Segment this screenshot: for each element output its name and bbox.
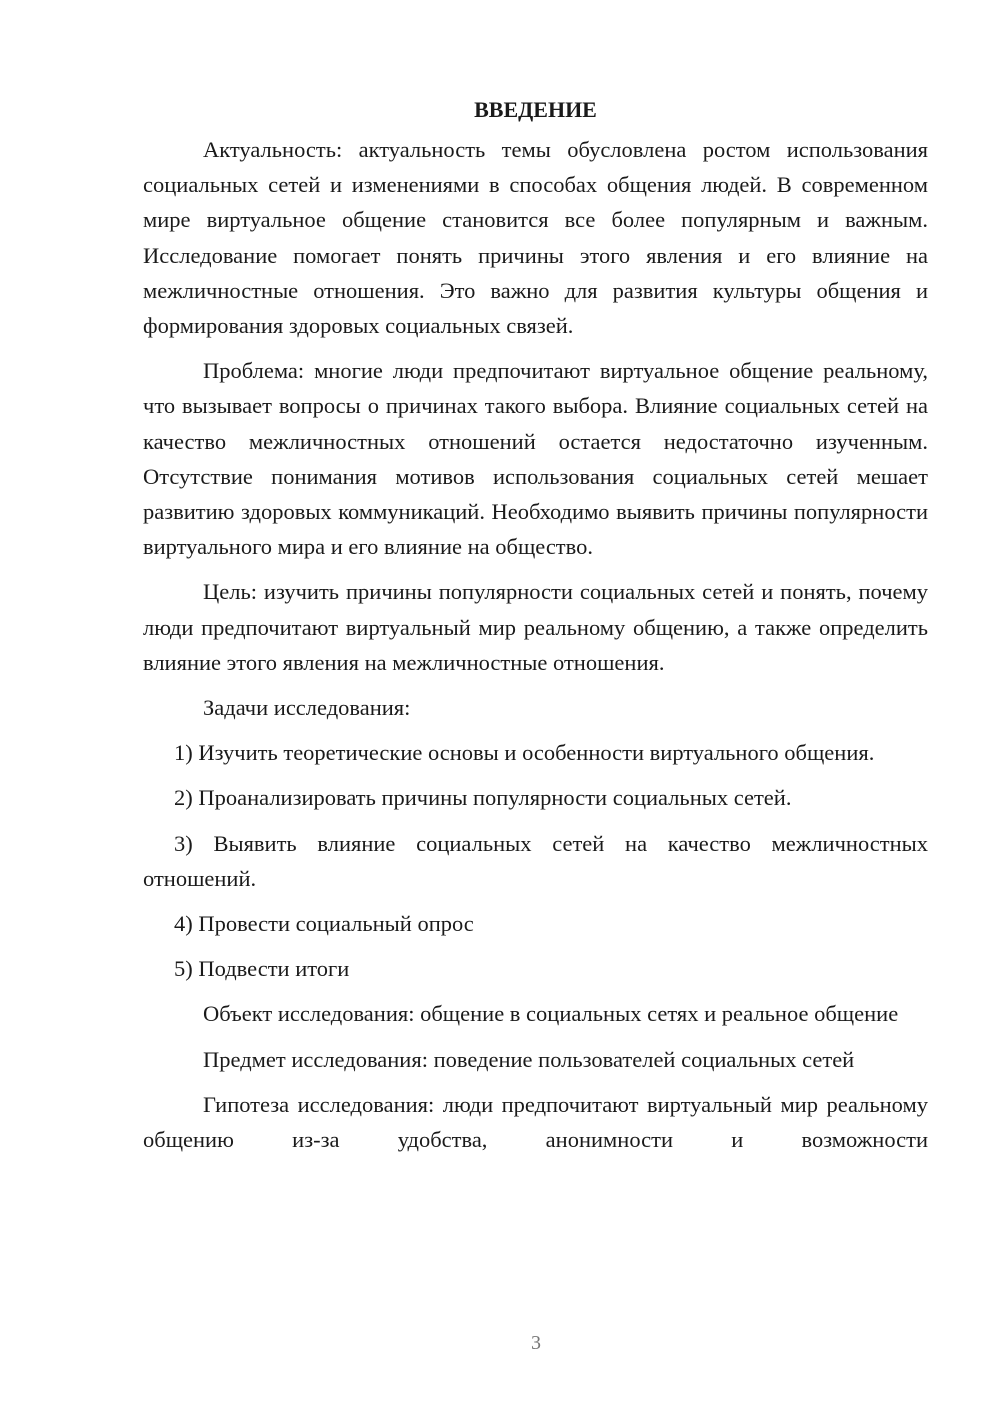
problem-paragraph: Проблема: многие люди предпочитают виртуальное общение реальному, что вызывает вопросы о причинах такого выбора. Влияние социальных сетей на качество межличностных отношений остается недостаточно изученным. Отсутствие понимания мотивов использования социальных сетей мешает развитию здоровых коммуникаций. Необходимо выявить причины популярности виртуального мира и его влияние на общество.	[143, 358, 928, 560]
task-item-5: 5) Подвести итоги	[174, 956, 350, 982]
document-page	[143, 92, 928, 1167]
object-paragraph: Объект исследования: общение в социальных сетях и реальное общение	[203, 1001, 899, 1027]
goal-paragraph: Цель: изучить причины популярности социальных сетей и понять, почему люди предпочитают виртуальный мир реальному общению, а также определить влияние этого явления на межличностные отношения.	[143, 579, 928, 675]
relevance-paragraph: Актуальность: актуальность темы обусловлена ростом использования социальных сетей и изменениями в способах общения людей. В современном мире виртуальное общение становится все более популярным и важным. Исследование помогает понять причины этого явления и его влияние на межличностные отношения. Это важно для развития культуры общения и формирования здоровых социальных связей.	[143, 137, 928, 339]
page-title: ВВЕДЕНИЕ	[474, 97, 597, 122]
task-item-2: 2) Проанализировать причины популярности социальных сетей.	[174, 785, 792, 811]
subject-paragraph: Предмет исследования: поведение пользователей социальных сетей	[203, 1046, 855, 1072]
page-number: 3	[531, 1332, 541, 1354]
task-item-4: 4) Провести социальный опрос	[174, 911, 474, 937]
tasks-heading: Задачи исследования:	[203, 695, 411, 721]
hypothesis-paragraph: Гипотеза исследования: люди предпочитают виртуальный мир реальному общению из-за удобства, анонимности и возможности	[143, 1091, 928, 1153]
task-item-1: 1) Изучить теоретические основы и особенности виртуального общения.	[174, 740, 875, 766]
task-item-3: 3) Выявить влияние социальных сетей на качество межличностных отношений.	[143, 830, 928, 891]
